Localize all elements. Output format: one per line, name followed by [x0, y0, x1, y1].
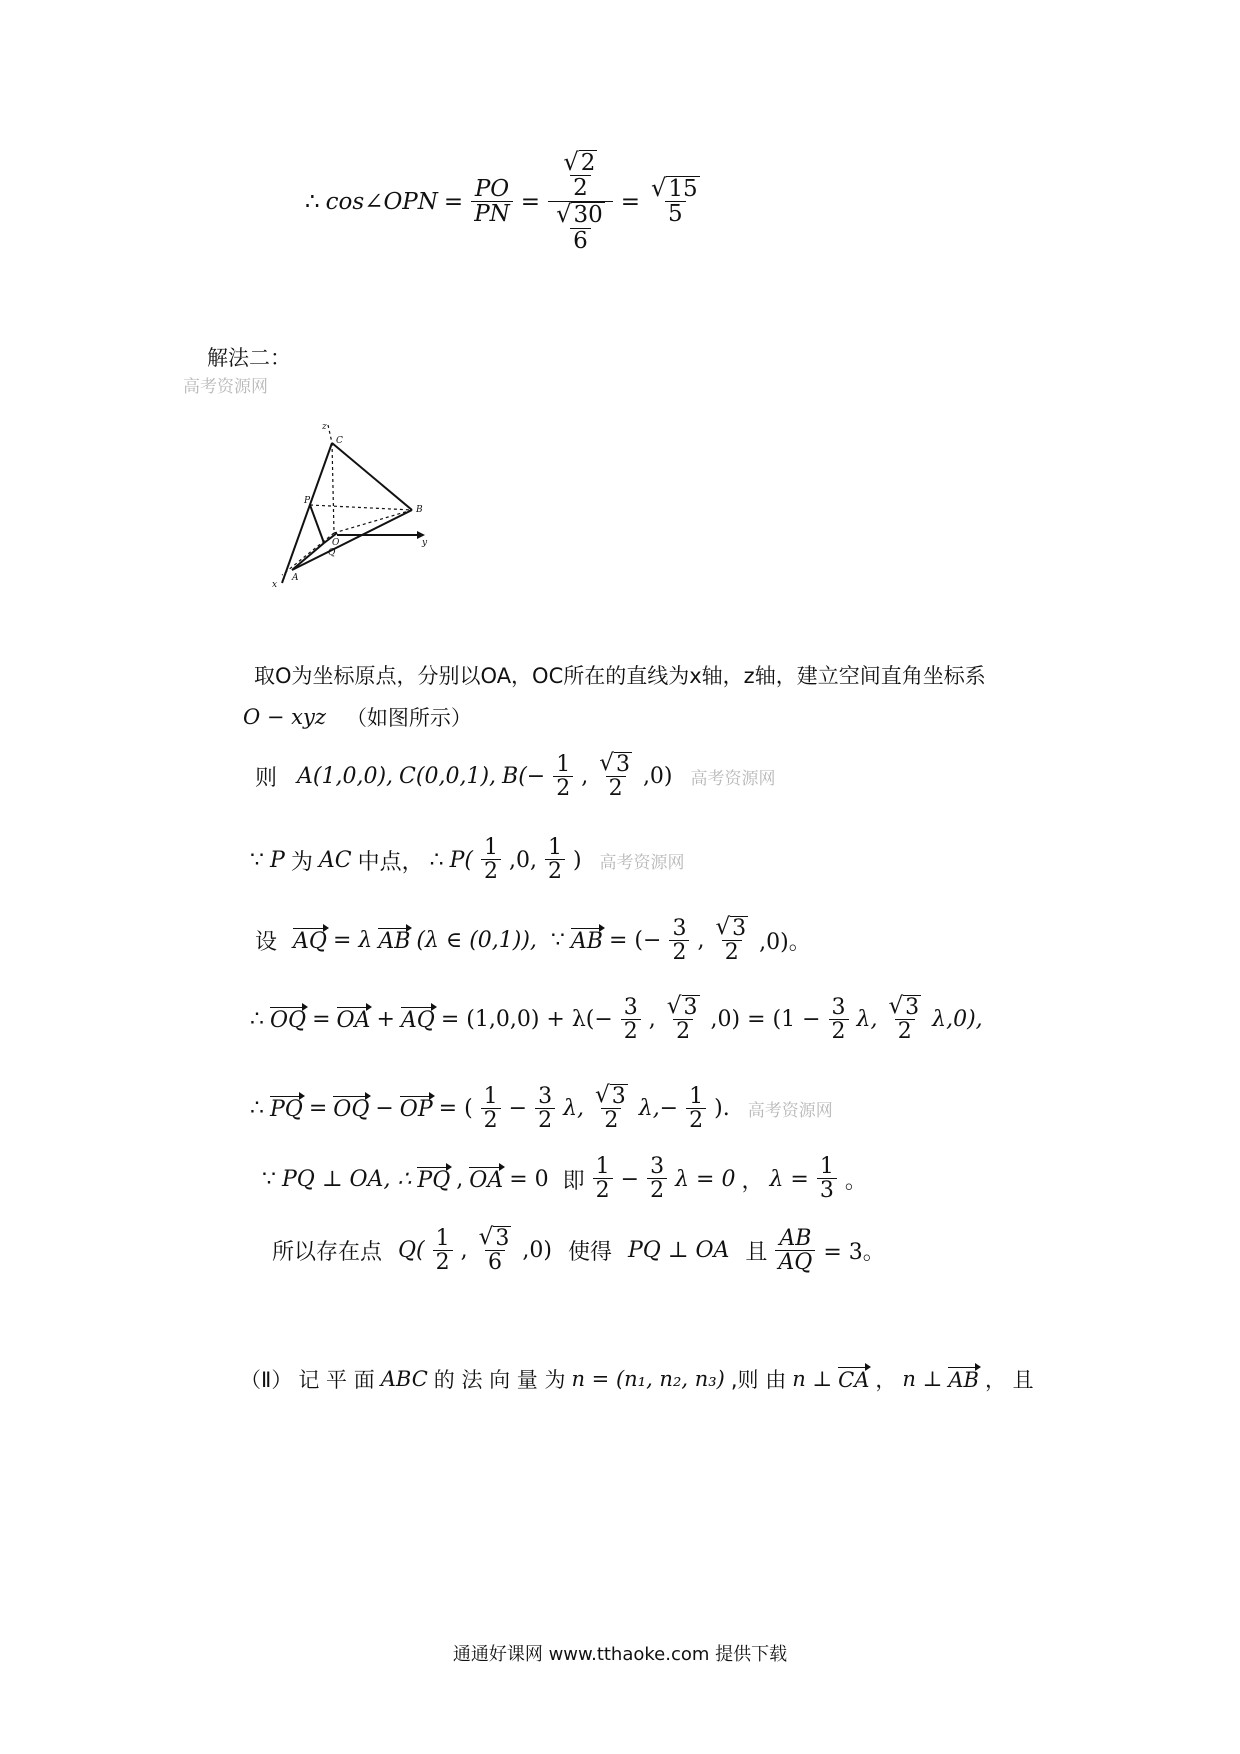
frac-num: PO	[474, 175, 510, 202]
complex-numerator	[555, 150, 605, 201]
frac-den: 5	[665, 201, 686, 227]
label-x: x	[272, 580, 278, 590]
label-y: y	[422, 538, 428, 548]
frac-one-half: $\frac{1}{2}$	[481, 836, 501, 884]
frac-den: PN	[471, 201, 513, 227]
watermark: 高考资源网	[183, 377, 268, 397]
vector-ca: CA	[838, 1367, 870, 1392]
frac-one-third: $\frac{1}{3}$	[817, 1155, 837, 1203]
frac-one-half: $\frac{1}{2}$	[593, 1155, 613, 1203]
sqrt2-over-2: √ 2 2	[563, 148, 596, 202]
vector-ab: AB	[570, 929, 603, 955]
therefore-symbol: ∴	[305, 188, 320, 215]
frac-one-half: $\frac{1}{2}$	[545, 836, 565, 884]
po-over-pn	[471, 177, 513, 227]
vector-pq: PQ	[417, 1167, 451, 1193]
coordinate-system-text: 取O为坐标原点，分别以OA，OC所在的直线为x轴，z轴，建立空间直角坐标系	[254, 664, 986, 688]
frac-three-half: $\frac{3}{2}$	[669, 917, 689, 965]
frac-sqrt3-over-2: √ 3 2	[715, 914, 747, 966]
frac-sqrt3-over-2: √ 3 2	[599, 750, 630, 802]
frac-one-half: $\frac{1}{2}$	[686, 1085, 706, 1133]
frac-three-half: $\frac{3}{2}$	[535, 1085, 555, 1133]
label-z: z	[322, 422, 327, 432]
complex-fraction	[548, 150, 613, 254]
equals-sign: =	[520, 188, 541, 215]
frac-den: 6	[570, 228, 591, 254]
frac-one-half: $\frac{1}{2}$	[481, 1085, 501, 1133]
frac-sqrt3-over-6: √ 3 6	[478, 1224, 510, 1276]
watermark: 高考资源网	[599, 852, 685, 873]
cos-lhs: cos∠OPN	[325, 188, 438, 215]
label-o: O	[332, 538, 340, 548]
label-q: Q	[328, 548, 336, 558]
frac-sqrt3-over-2: √ 3 2	[888, 993, 920, 1045]
frac-sqrt3-over-2: √ 3 2	[595, 1082, 626, 1134]
equals-sign: =	[620, 188, 641, 215]
coordinate-system-text-2	[243, 702, 472, 732]
point-b-tail: ,0)	[642, 764, 673, 790]
vector-pq: PQ	[270, 1097, 303, 1123]
page-footer: 通通好课网 www.tthaoke.com 提供下载	[452, 1644, 788, 1665]
vector-oq: OQ	[333, 1097, 370, 1123]
as-shown-text: （如图所示）	[345, 706, 472, 730]
perpendicular-line: ∵ PQ ⊥ OA, ∴ PQ , OA = 0 即 $\frac{1}{2}$ − $\frac{3}{2}$ λ = 0 ， λ = $\frac{1}{3}$ 。	[262, 1154, 867, 1204]
system-name: O − xyz	[243, 705, 326, 729]
sqrt30-over-6: √ 30 6	[556, 200, 603, 254]
vector-aq: AQ	[400, 1008, 435, 1034]
existence-conclusion: 所以存在点 Q( $\frac{1}{2}$ , √ 3 6 ,0) 使得 PQ ⊥ OA 且 $\frac{AB}{AQ}$ = 3。	[272, 1224, 885, 1276]
watermark: 高考资源网	[690, 769, 776, 790]
sqrt-arg: 2	[580, 150, 596, 176]
complex-denominator	[548, 201, 613, 253]
point-c: C(0,0,1),	[399, 764, 497, 790]
vector-oq: OQ	[270, 1008, 307, 1034]
label-b: B	[416, 505, 423, 515]
coordinates-line: 则 A(1,0,0), C(0,0,1), B(− $\frac{1}{2}$ , √ 3 2 ,0) 高考资源网	[255, 750, 776, 802]
label-c: C	[336, 436, 343, 446]
set-aq-line: 设 AQ = λ AB (λ ∈ (0,1)), ∵ AB = (− $\frac{3}{2}$ , √ 3 2 ,0)。	[255, 914, 811, 966]
ab-over-aq: $\frac{AB}{AQ}$	[775, 1227, 815, 1275]
vector-ab: AB	[948, 1367, 979, 1392]
equals-sign: =	[443, 188, 464, 215]
label-p: P	[304, 496, 311, 506]
vector-ab: AB	[378, 929, 411, 955]
vector-op: OP	[399, 1097, 433, 1123]
frac-den: 2	[570, 175, 591, 201]
oq-line: ∴ OQ = OA + AQ = (1,0,0) + λ(− $\frac{3}{2}$ , √ 3 2 ,0) = (1 − $\frac{3}{2}$ λ, √ 3 2 λ,0),	[250, 993, 983, 1045]
point-a: A(1,0,0),	[297, 764, 394, 790]
vector-oa: OA	[469, 1167, 504, 1193]
frac-one-half: $\frac{1}{2}$	[553, 753, 573, 801]
frac-three-half: $\frac{3}{2}$	[829, 996, 849, 1044]
point-b: B(−	[502, 764, 546, 790]
part-two-line: （Ⅱ） 记 平 面 ABC 的 法 向 量 为 n = (n₁, n₂, n₃) ,则 由 n ⊥ CA ， n ⊥ AB ， 且	[240, 1367, 1034, 1392]
method-two-label: 解法二：	[207, 346, 291, 370]
sqrt15-over-5: √ 15 5	[651, 174, 698, 228]
label-a: A	[292, 573, 299, 583]
sqrt-arg: 30	[573, 202, 603, 229]
midpoint-line: ∵ P 为 AC 中点， ∴ P( $\frac{1}{2}$ ,0, $\frac{1}{2}$ ) 高考资源网	[250, 835, 685, 885]
frac-sqrt3-over-2: √ 3 2	[666, 993, 698, 1045]
frac-one-half: $\frac{1}{2}$	[433, 1227, 453, 1275]
frac-three-half: $\frac{3}{2}$	[621, 996, 641, 1044]
then-text: 则	[255, 766, 278, 792]
pq-line: ∴ PQ = OQ − OP = ( $\frac{1}{2}$ − $\frac{3}{2}$ λ, √ 3 2 λ,− $\frac{1}{2}$ ). 高考资源网	[250, 1082, 833, 1134]
vector-oa: OA	[336, 1008, 371, 1034]
vector-aq: AQ	[293, 929, 327, 955]
watermark: 高考资源网	[747, 1101, 833, 1122]
frac-three-half: $\frac{3}{2}$	[647, 1155, 667, 1203]
sqrt-arg: 15	[668, 176, 698, 203]
tetrahedron-diagram	[262, 415, 432, 595]
cos-opn-equation	[305, 150, 705, 254]
